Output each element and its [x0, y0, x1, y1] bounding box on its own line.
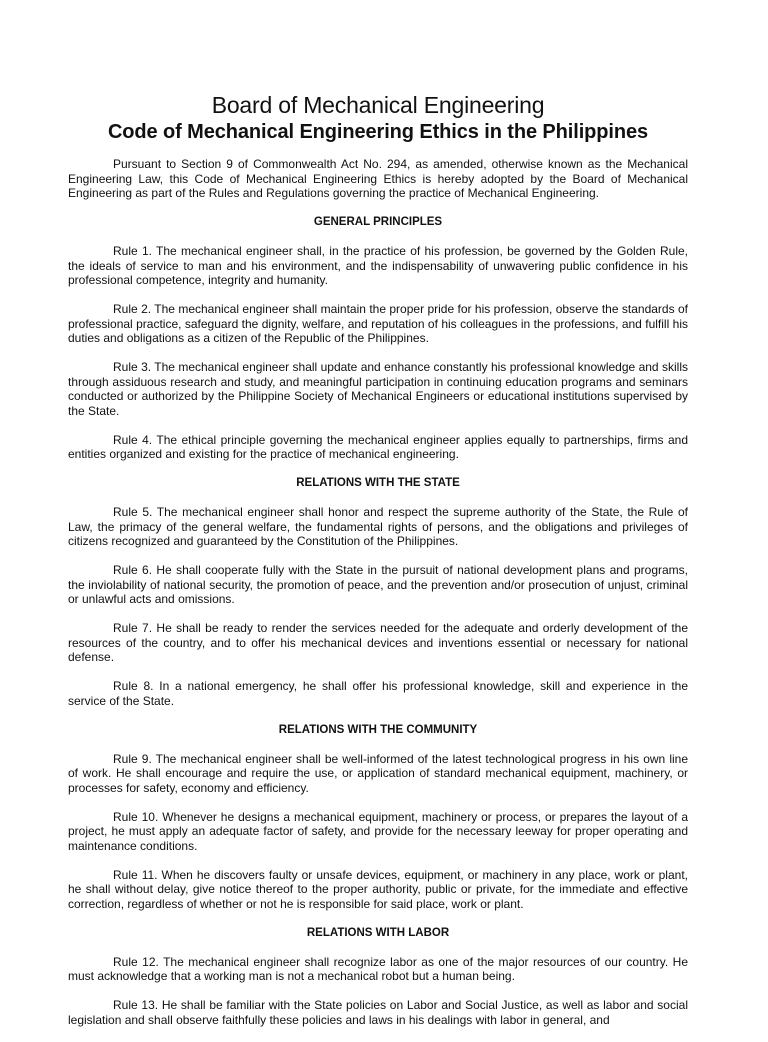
rule-5: Rule 5. The mechanical engineer shall honor and respect the supreme authority of the State, the Rule of Law, the primacy of the general welfare, the fundamental rights of persons, and the obligations and privileges of citizens recognized and guaranteed by the Constitution of the Philippines. [68, 505, 688, 548]
document-page [68, 92, 688, 1042]
rule-11: Rule 11. When he discovers faulty or unsafe devices, equipment, or machinery in any place, work or plant, he shall without delay, give notice thereof to the proper authority, public or private, for the immediate and effective correction, regardless of whether or not he is responsible for said place, work or plant. [68, 867, 688, 911]
section-heading-relations-with-labor: RELATIONS WITH LABOR [306, 926, 450, 939]
rule-8: Rule 8. In a national emergency, he shall offer his professional knowledge, skill and experience in the service of the State. [68, 679, 688, 708]
rule-7: Rule 7. He shall be ready to render the services needed for the adequate and orderly development of the resources of the country, and to offer his mechanical devices and inventions essential or necessary for national defense. [68, 621, 688, 664]
rule-9: Rule 9. The mechanical engineer shall be well-informed of the latest technological progress in his own line of work. He shall encourage and require the use, or application of standard mechanical equipment, machinery, or processes for safety, economy and efficiency. [68, 751, 688, 795]
document-subtitle: Code of Mechanical Engineering Ethics in the Philippines [107, 121, 649, 143]
section-heading-general-principles: GENERAL PRINCIPLES [313, 216, 443, 228]
rule-10: Rule 10. Whenever he designs a mechanical equipment, machinery or process, or prepares the layout of a project, he must apply an adequate factor of safety, and provide for the necessary leeway for proper operating and maintenance conditions. [68, 809, 688, 853]
rule-1: Rule 1. The mechanical engineer shall, in the practice of his profession, be governed by the Golden Rule, the ideals of service to man and his environment, and the indispensability of unwavering public confidence in his professional competence, integrity and humanity. [68, 244, 688, 287]
rule-2: Rule 2. The mechanical engineer shall maintain the proper pride for his profession, observe the standards of professional practice, safeguard the dignity, welfare, and reputation of his colleagues in the professions, and fulfill his duties and obligations as a citizen of the Republic of the Philippines. [68, 302, 688, 345]
rule-6: Rule 6. He shall cooperate fully with the State in the pursuit of national development plans and programs, the inviolability of national security, the promotion of peace, and the prevention and/or prosecution of unjust, criminal or unlawful acts and omissions. [68, 563, 688, 606]
intro-paragraph: Pursuant to Section 9 of Commonwealth Act No. 294, as amended, otherwise known as the Mechanical Engineering Law, this Code of Mechanical Engineering Ethics is hereby adopted by the Board of Mechanical Engineering as part of the Rules and Regulations governing the practice of Mechanical Engineering. [68, 157, 688, 200]
section-heading-relations-with-the-state: RELATIONS WITH THE STATE [296, 477, 460, 489]
section-heading-relations-with-the-community: RELATIONS WITH THE COMMUNITY [278, 723, 478, 736]
rule-13: Rule 13. He shall be familiar with the State policies on Labor and Social Justice, as well as labor and social legislation and shall observe faithfully these policies and laws in his dealings with labor in general, and [68, 998, 688, 1027]
document-title: Board of Mechanical Engineering [211, 92, 545, 118]
rule-4: Rule 4. The ethical principle governing the mechanical engineer applies equally to partnerships, firms and entities organized and existing for the practice of mechanical engineering. [68, 432, 688, 461]
rule-12: Rule 12. The mechanical engineer shall recognize labor as one of the major resources of our country. He must acknowledge that a working man is not a mechanical robot but a human being. [68, 954, 688, 983]
rule-3: Rule 3. The mechanical engineer shall update and enhance constantly his professional knowledge and skills through assiduous research and study, and meaningful participation in continuing education programs and seminars conducted or authorized by the Philippine Society of Mechanical Engineers or educational institutions supervised by the State. [68, 360, 688, 418]
